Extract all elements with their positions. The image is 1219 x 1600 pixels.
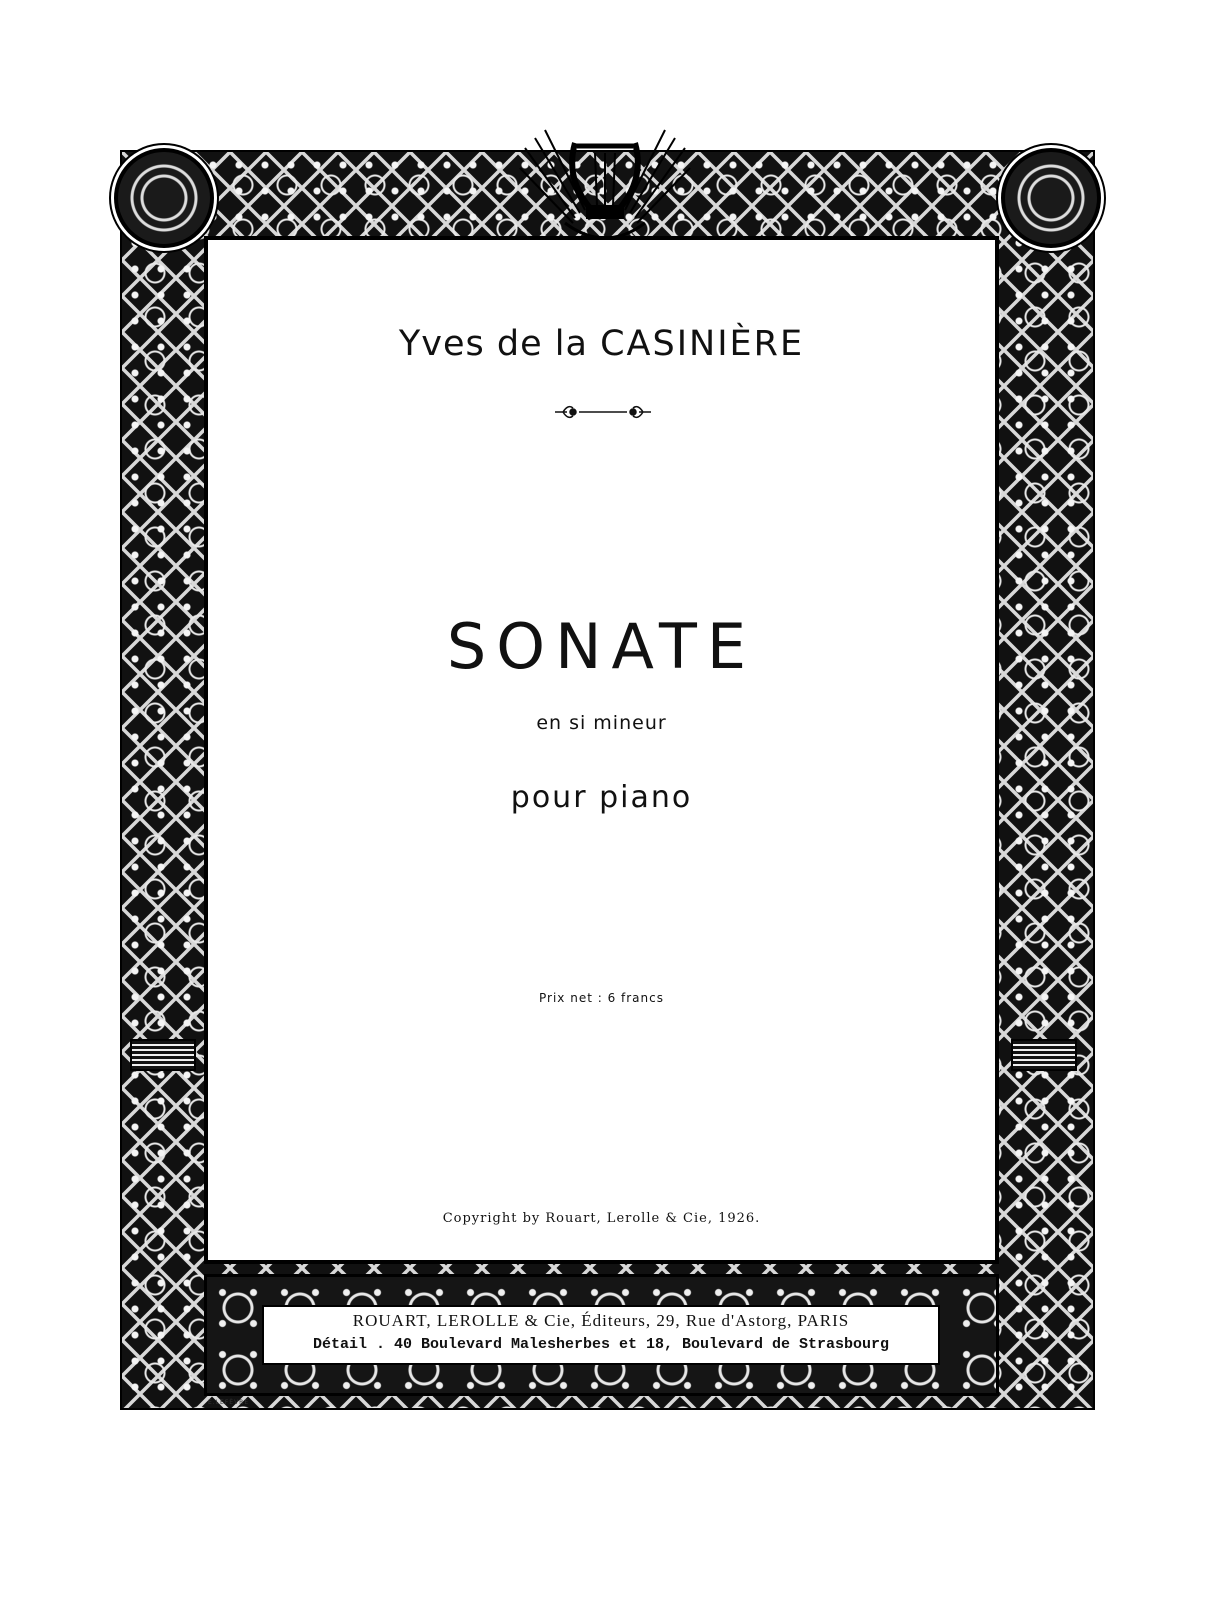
price-label: Prix net : 6 francs [539,991,664,1005]
side-plaque-left [130,1039,196,1071]
composer-surname: CASINIÈRE [600,324,805,364]
monogram-medallion-icon [114,148,214,248]
title-panel [204,236,999,1264]
publisher-retail-address: Détail . 40 Boulevard Malesherbes et 18, Boulevard de Strasbourg [312,1336,890,1353]
monogram-medallion-icon [1001,148,1101,248]
work-key: en si mineur [536,712,667,734]
composer-name [204,324,999,364]
composer-given-names: Yves de la [398,324,588,364]
fleuron-icon [545,398,661,426]
side-plaque-right [1011,1039,1077,1071]
work-title: SONATE [446,610,757,683]
publisher-address: ROUART, LEROLLE & Cie, Éditeurs, 29, Rue d'Astorg, PARIS [352,1311,850,1330]
work-instrument: pour piano [510,780,693,815]
copyright-notice: Copyright by Rouart, Lerolle & Cie, 1926. [442,1211,761,1226]
engraver-signature: E.LEFÈVRE [208,1399,250,1406]
